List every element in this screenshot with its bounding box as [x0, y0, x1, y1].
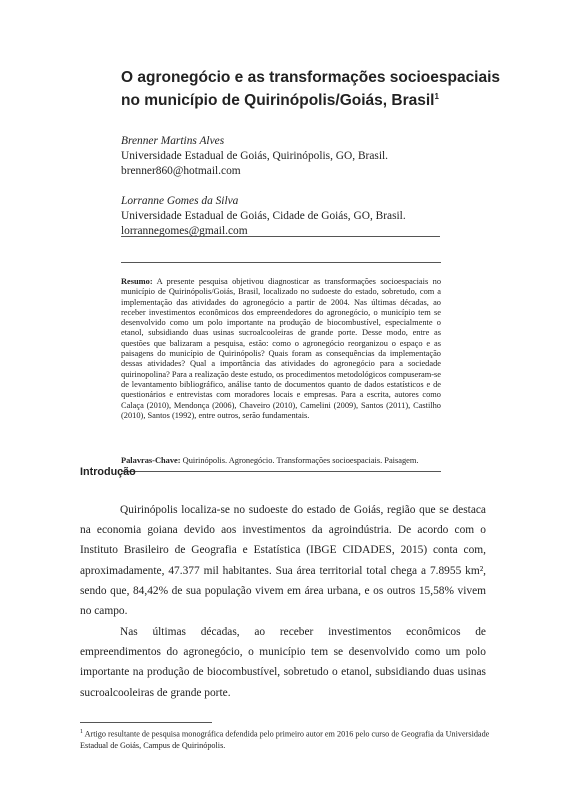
body-paragraph: Quirinópolis localiza-se no sudoeste do estado de Goiás, região que se destaca na economia goiana devido aos investimentos da agroindústria. De acordo com o Instituto Brasileiro de Geografia e Estatística (IBGE CIDADES, 2015) conta com, aproximadamente, 47.377 mil habitantes. Sua área territorial total chega a 7.8955 km², sendo que, 84,42% de sua população vivem em área urbana, e os outros 15,58% vivem no campo.: [80, 504, 486, 618]
title-line-2: [121, 89, 521, 112]
abstract-text: A presente pesquisa objetivou diagnosticar as transformações socioespaciais no município de Quirinópolis/Goiás, Brasil, localizado no sudoeste do estado, sobretudo, com a implementação das atividades do agronegócio a partir de 2004. Nas últimas décadas, ao receber investimentos econômicos dos empreendedores do agronegócio, o município tem se desenvolvido como um polo importante na produção de biocombustível, especialmente o etanol, subsidiando duas usinas sucroalcooleiras de grande porte. Desse modo, entre as questões que balizaram a pesquisa, estão: como o agronegócio reorganizou o espaço e as paisagens do município de Quirinópolis? Quais foram as consequências da implementação dessas atividades? Qual a importância das atividades do agronegócio para a sociedade quirinopolina? Para a realização deste estudo, os procedimentos metodológicos compuseram-se de levantamento bibliográfico, análise tanto de documentos quanto de dados estatísticos e de questionários e entrevistas com moradores locais e empresas. Para a escrita, autores como Calaça (2010), Mendonça (2006), Chaveiro (2010), Camelini (2009), Santos (2011), Castilho (2010), Santos (1992), entre outros, serão fundamentais.: [121, 277, 442, 420]
section-heading: Introdução: [80, 466, 136, 478]
author-affiliation: Universidade Estadual de Goiás, Cidade de Goiás, GO, Brasil.: [121, 210, 406, 222]
footnote-text: Artigo resultante de pesquisa monográfica defendida pelo primeiro autor em 2016 pelo curso de Geografia da Universidade Estadual de Goiás, Campus de Quirinópolis.: [80, 729, 490, 750]
author-name: Brenner Martins Alves: [121, 135, 225, 147]
keywords-text: Quirinópolis. Agronegócio. Transformações socioespaciais. Paisagem.: [182, 456, 419, 465]
author-email: lorrannegomes@gmail.com: [121, 225, 248, 237]
title-line-2-text: no município de Quirinópolis/Goiás, Brasil: [121, 92, 435, 109]
footnote-divider: [80, 722, 212, 723]
author-affiliation: Universidade Estadual de Goiás, Quirinópolis, GO, Brasil.: [121, 150, 389, 162]
author-email: brenner860@hotmail.com: [121, 165, 241, 177]
body-paragraph: Nas últimas décadas, ao receber investimentos econômicos de empreendimentos do agronegócio, o município tem se desenvolvido como um polo importante na produção de biocombustível, sobretudo o etanol, subsidiando duas usinas sucroalcooleiras de grande porte.: [80, 626, 486, 699]
divider: [121, 471, 441, 472]
author-block-1: [121, 134, 521, 179]
divider: [121, 236, 440, 237]
title-footnote-marker: 1: [434, 91, 439, 101]
paper-title: [121, 66, 521, 112]
abstract-label: Resumo:: [121, 277, 153, 286]
footnote-marker: 1: [80, 729, 83, 735]
author-block-2: [121, 194, 521, 239]
abstract: [121, 277, 441, 421]
title-line-1: O agronegócio e as transformações socioespaciais: [121, 69, 501, 86]
keywords: [121, 456, 441, 466]
divider: [121, 262, 441, 263]
footnote: [80, 727, 490, 751]
keywords-label: Palavras-Chave:: [121, 456, 181, 465]
author-name: Lorranne Gomes da Silva: [121, 195, 239, 207]
